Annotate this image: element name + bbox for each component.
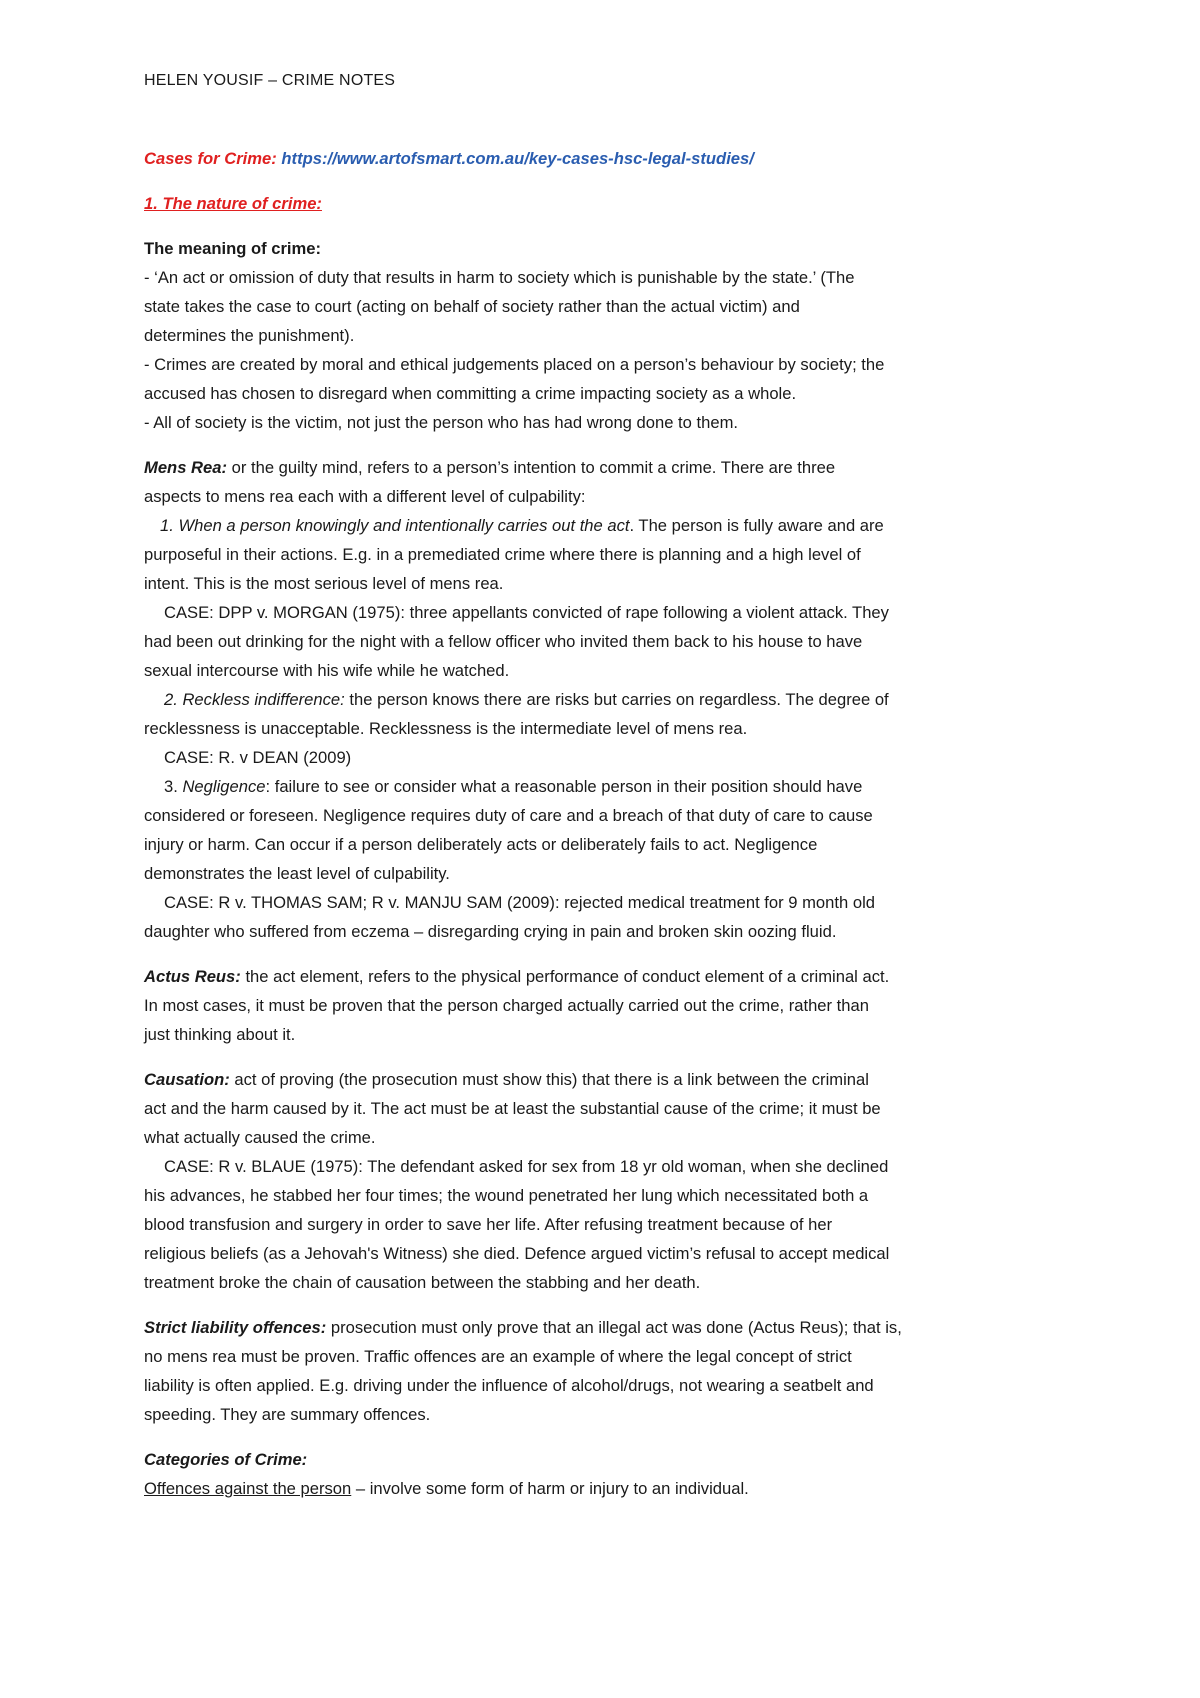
mens-rea-line: recklessness is unacceptable. Recklessness is the intermediate level of mens rea. bbox=[144, 719, 748, 738]
causation-intro bbox=[144, 1065, 1060, 1094]
section-title-nature-of-crime: 1. The nature of crime: bbox=[144, 194, 322, 213]
actus-reus-term: Actus Reus: bbox=[144, 967, 241, 986]
case-blaue: CASE: R v. BLAUE (1975): The defendant asked for sex from 18 yr old woman, when she declined bbox=[164, 1157, 889, 1176]
case-morgan-line: sexual intercourse with his wife while he watched. bbox=[144, 661, 510, 680]
mens-rea-line: intent. This is the most serious level of mens rea. bbox=[144, 574, 504, 593]
case-blaue-line: treatment broke the chain of causation between the stabbing and her death. bbox=[144, 1273, 701, 1292]
point-3-title: Negligence bbox=[182, 777, 266, 796]
strict-liability-line: speeding. They are summary offences. bbox=[144, 1405, 431, 1424]
strict-liability-text: prosecution must only prove that an illegal act was done (Actus Reus); that is, bbox=[326, 1318, 902, 1337]
case-dean: CASE: R. v DEAN (2009) bbox=[164, 748, 352, 767]
meaning-line: accused has chosen to disregard when committing a crime impacting society as a whole. bbox=[144, 384, 797, 403]
strict-liability-term: Strict liability offences: bbox=[144, 1318, 327, 1337]
meaning-heading: The meaning of crime: bbox=[144, 239, 322, 258]
mens-rea-line: aspects to mens rea each with a different level of culpability: bbox=[144, 487, 586, 506]
cases-reference bbox=[144, 144, 1060, 173]
causation-text: act of proving (the prosecution must show this) that there is a link between the criminal bbox=[229, 1070, 869, 1089]
actus-reus-line: In most cases, it must be proven that the person charged actually carried out the crime, rather than bbox=[144, 996, 869, 1015]
strict-liability-line: no mens rea must be proven. Traffic offences are an example of where the legal concept of strict bbox=[144, 1347, 852, 1366]
strict-liability-line: liability is often applied. E.g. driving under the influence of alcohol/drugs, not wearing a seatbelt and bbox=[144, 1376, 874, 1395]
case-blaue-line: blood transfusion and surgery in order to save her life. After refusing treatment because of her bbox=[144, 1215, 833, 1234]
causation-term: Causation: bbox=[144, 1070, 230, 1089]
category-title: Offences against the person bbox=[144, 1479, 352, 1498]
case-sam: CASE: R v. THOMAS SAM; R v. MANJU SAM (2009): rejected medical treatment for 9 month old bbox=[164, 893, 875, 912]
point-1-title: 1. When a person knowingly and intentionally carries out the act bbox=[160, 516, 630, 535]
point-1-text: . The person is fully aware and are bbox=[629, 516, 884, 535]
case-morgan: CASE: DPP v. MORGAN (1975): three appellants convicted of rape following a violent attack. They bbox=[164, 603, 889, 622]
actus-reus-intro bbox=[144, 962, 1060, 991]
case-morgan-line: had been out drinking for the night with a fellow officer who invited them back to his house to have bbox=[144, 632, 863, 651]
cases-label: Cases for Crime: bbox=[144, 149, 282, 168]
mens-rea-text: or the guilty mind, refers to a person’s intention to commit a crime. There are three bbox=[227, 458, 836, 477]
mens-rea-line: demonstrates the least level of culpability. bbox=[144, 864, 450, 883]
point-2-text: the person knows there are risks but carries on regardless. The degree of bbox=[344, 690, 889, 709]
mens-rea-term: Mens Rea: bbox=[144, 458, 227, 477]
mens-rea-intro bbox=[144, 453, 1060, 482]
meaning-line: state takes the case to court (acting on behalf of society rather than the actual victim) and bbox=[144, 297, 800, 316]
category-offences-against-person bbox=[144, 1474, 1060, 1503]
case-sam-line: daughter who suffered from eczema – disregarding crying in pain and broken skin oozing fluid. bbox=[144, 922, 837, 941]
strict-liability-intro bbox=[144, 1313, 1060, 1342]
case-blaue-line: religious beliefs (as a Jehovah's Witness) she died. Defence argued victim’s refusal to accept medical bbox=[144, 1244, 890, 1263]
categories-heading: Categories of Crime: bbox=[144, 1450, 308, 1469]
cases-link[interactable]: https://www.artofsmart.com.au/key-cases-hsc-legal-studies/ bbox=[281, 149, 754, 168]
mens-rea-point-3 bbox=[144, 772, 1060, 801]
point-3-text: : failure to see or consider what a reasonable person in their position should have bbox=[265, 777, 863, 796]
causation-line: act and the harm caused by it. The act must be at least the substantial cause of the crime; it must be bbox=[144, 1099, 881, 1118]
actus-reus-text: the act element, refers to the physical performance of conduct element of a criminal act. bbox=[240, 967, 890, 986]
meaning-line: - Crimes are created by moral and ethical judgements placed on a person’s behaviour by society; the bbox=[144, 355, 885, 374]
point-2-title: 2. Reckless indifference: bbox=[164, 690, 345, 709]
mens-rea-line: purposeful in their actions. E.g. in a premediated crime where there is planning and a high level of bbox=[144, 545, 861, 564]
causation-line: what actually caused the crime. bbox=[144, 1128, 376, 1147]
category-text: – involve some form of harm or injury to an individual. bbox=[351, 1479, 749, 1498]
mens-rea-line: considered or foreseen. Negligence requires duty of care and a breach of that duty of care to cause bbox=[144, 806, 873, 825]
meaning-line: - ‘An act or omission of duty that results in harm to society which is punishable by the state.’ (The bbox=[144, 268, 855, 287]
page-header: HELEN YOUSIF – CRIME NOTES bbox=[144, 72, 396, 89]
meaning-line: determines the punishment). bbox=[144, 326, 355, 345]
mens-rea-point-1 bbox=[144, 511, 1060, 540]
actus-reus-line: just thinking about it. bbox=[144, 1025, 296, 1044]
mens-rea-point-2 bbox=[144, 685, 1060, 714]
mens-rea-line: injury or harm. Can occur if a person deliberately acts or deliberately fails to act. Negligence bbox=[144, 835, 818, 854]
case-blaue-line: his advances, he stabbed her four times; the wound penetrated her lung which necessitated both a bbox=[144, 1186, 869, 1205]
meaning-line: - All of society is the victim, not just the person who has had wrong done to them. bbox=[144, 413, 738, 432]
point-3-number: 3. bbox=[164, 777, 183, 796]
